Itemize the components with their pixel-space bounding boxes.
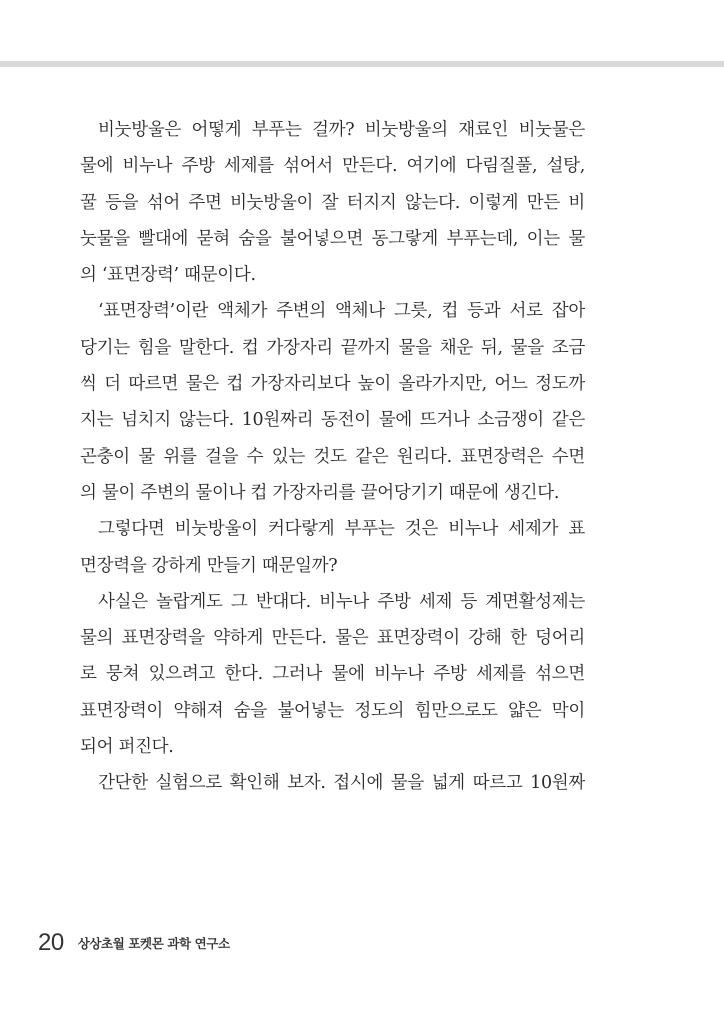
text-line: 의 물이 주변의 물이나 컵 가장자리를 끌어당기기 때문에 생긴다.	[80, 482, 560, 503]
text-line: 씩 더 따르면 물은 컵 가장자리보다 높이 올라가지만, 어느 정도까	[80, 374, 585, 395]
text-line: 지는 넘치지 않는다. 10원짜리 동전이 물에 뜨거나 소금쟁이 같은	[80, 410, 585, 431]
text-line: 로 뭉쳐 있으려고 한다. 그러나 물에 비누나 주방 세제를 섞으면	[80, 664, 585, 685]
body-text	[80, 112, 585, 802]
text-line: 사실은 놀랍게도 그 반대다. 비누나 주방 세제 등 계면활성제는	[98, 591, 585, 612]
page-number: 20	[38, 929, 64, 956]
text-line: 그렇다면 비눗방울이 커다랗게 부푸는 것은 비누나 세제가 표	[98, 519, 585, 540]
text-line: 비눗방울은 어떻게 부푸는 걸까? 비눗방울의 재료인 비눗물은	[98, 120, 585, 140]
page-footer	[38, 928, 230, 958]
text-line: 곤충이 물 위를 걸을 수 있는 것도 같은 원리다. 표면장력은 수면	[80, 446, 585, 467]
text-line: 간단한 실험으로 확인해 보자. 접시에 물을 넓게 따르고 10원짜	[98, 773, 585, 794]
text-line: ‘표면장력’이란 액체가 주변의 액체나 그릇, 컵 등과 서로 잡아	[98, 301, 585, 322]
text-line: 눗물을 빨대에 묻혀 숨을 불어넣으면 동그랗게 부푸는데, 이는 물	[80, 228, 585, 249]
running-title: 상상초월 포켓몬 과학 연구소	[77, 936, 230, 951]
text-line: 표면장력이 약해져 숨을 불어넣는 정도의 힘만으로도 얇은 막이	[80, 700, 585, 721]
text-line: 되어 퍼진다.	[80, 737, 174, 758]
text-line: 면장력을 강하게 만들기 때문일까?	[80, 555, 338, 576]
text-line: 당기는 힘을 말한다. 컵 가장자리 끝까지 물을 채운 뒤, 물을 조금	[80, 337, 585, 358]
header-rule	[0, 61, 724, 67]
text-line: 물에 비누나 주방 세제를 섞어서 만든다. 여기에 다림질풀, 설탕,	[80, 156, 585, 177]
text-line: 의 ‘표면장력’ 때문이다.	[80, 265, 256, 286]
text-line: 물의 표면장력을 약하게 만든다. 물은 표면장력이 강해 한 덩어리	[80, 628, 585, 649]
text-line: 꿀 등을 섞어 주면 비눗방울이 잘 터지지 않는다. 이렇게 만든 비	[80, 192, 585, 213]
